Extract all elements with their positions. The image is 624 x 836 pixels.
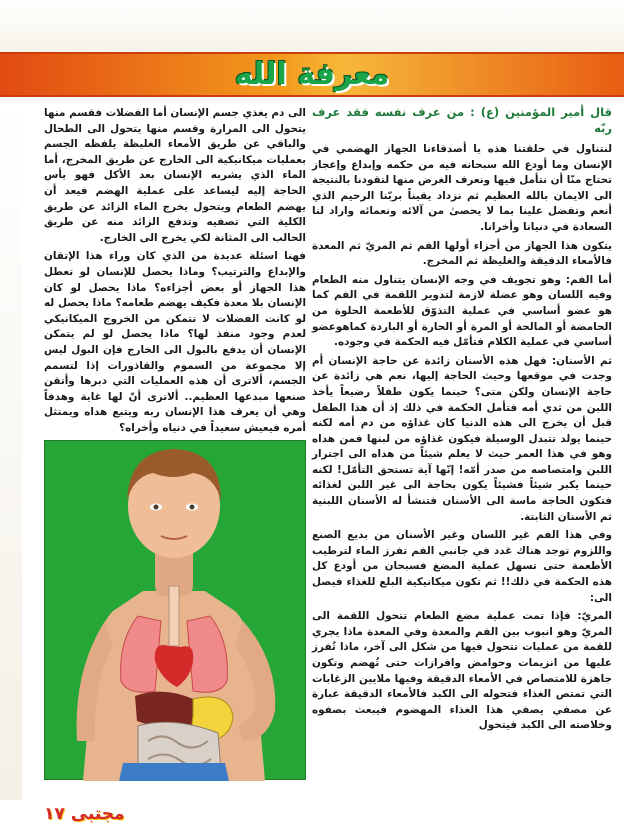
paragraph: فهنا اسئلة عديدة من الذي كان وراء هذا الإتقان والإبداع والترتيب؟ وماذا يحصل للإنسان لو تعطل هذا الجهاز أو بعض أجزاءه؟ ماذا يحصل لو كان الإنسان بلا معدة فكيف يهضم طعامه؟ ماذا يحصل له لو كانت الفضلات لا تتمكن من الخروج الميكانيكي لعدم وجود منفذ لها؟ ماذا يحصل لو لم يتمكن الإنسان أن يدفع بالبول الى الخارج فإن البول ليس إلا مجموعة من السموم والقاذورات إذا لتسمم الجسم، ألاترى أن هذه العمليات التي دبرها وأتقن صنعها مبدعها العظيم.. ألاترى أنّ لها غاية وهدفاً وهي أن يعرف هذا الإنسان ربه ويتبع هداه ويمتثل أمره فيعيش سعيداً في دنياه وأخراه؟ — [44, 250, 306, 434]
side-strip — [0, 100, 22, 800]
paragraph: وفي هذا الفم غير اللسان وغير الأسنان من بديع الصنع واللزوم توجد هناك غدد في جانبي الفم تفرز الماء لترطيب الأطعمة حتى تسهل عملية المضغ فسبحان من أودع كل هذه الحكمة في ذلك!! ثم تكون ميكانيكية البلع للغذاء فيصل الى: — [312, 529, 612, 604]
logo-text: مجتبى — [70, 804, 125, 824]
left-column — [44, 106, 306, 434]
paragraph: ثم الأسنان: فهل هذه الأسنان زائدة عن حاجة الإنسان أم وجدت في موقعها وحيث الحاجة إليها، نعم هي زائدة عن حاجة الإنسان ولكن متى؟ حينما يكون طفلاً رضيعاً يأخذ اللبن من ثدي أمه فتأمل الحكمة في ذلك إذ أن هذا الطفل قبل أن يخرج الى هذه الدنيا كان غذاؤه من دم أمه لكنه حينما يولد تتبدل الوسيلة فيكون غذاؤه من لبنها فمن هداه وهو في هذا العمر حيث لا يعلم شيئاً من هداه الى اجترار اللبن وامتصاصه من صدر أمّه! إنّها آية تستحق التأمّل! لكنه حينما يكبر شيئاً فشيئاً يكون بحاجة الى غير اللبن لغذائه فتكون الحاجة ماسة الى الأسنان فتنشأ له الأسنان اللبنية ثم الأسنان الثابتة. — [312, 354, 612, 523]
article-heading: قال أمير المؤمنين (ع) : من عرف نفسه فقد عرف ربّه — [312, 105, 612, 135]
digestive-system-illustration — [44, 440, 306, 780]
page-number: ١٧ — [44, 804, 65, 824]
magazine-logo — [44, 802, 125, 826]
paragraph: لنتناول في حلقتنا هذه يا أصدقاءنا الجهاز الهضمي في الإنسان وما أودع الله سبحانه فيه من حكمه وإبداع وإعجاز تحتاج منّا أن نتأمل فيها ونعرف الغرض منها لتقودنا بالنتيجة الى الايمان بالله العظيم ثم نزداد يقيناً بربّنا الرحيم الذي أنعم وتفضل علينا بما لا يحصىٰ من آلائه ونعمائه واراد لنا السعادة في دنيانا وأخرانا. — [312, 143, 612, 233]
paragraph: الى دم يغذي جسم الإنسان أما الفضلات فقسم منها يتحول الى المرارة وقسم منها يتحول الى الطحال والباقي عن طريق الأمعاء الغليظة يلفظه الجسم بعمليات ميكانيكية الى الخارج عن طريق المخرج، أما الماء الذي يشربه الإنسان بعد الأكل فهو يأس الحاجة إليه ليساعد على عملية الهضم فيعد أن يهضم الطعام ويتحول يخرج الماء الزائد عن طريق الكلية التي تصفيه وتدفع الزائد منه عن طريق الحالب الى المثانة لكي يخرج الى الخارج. — [44, 107, 306, 244]
paragraph: أما الفم: وهو تجويف في وجه الإنسان يتناول منه الطعام وفيه اللسان وهو عضلة لازمة لتدوير اللقمة في الفم كما هو عضو أساسي في عملية التذوّق للأطعمة الحلوة من الحامضة أو المالحة أو المرة أو الحارة أو الباردة كماهوعضو أساسي في عملية الكلام فتأمّل فيه الحكمة في وجوده. — [312, 273, 612, 349]
right-column — [312, 104, 612, 790]
page-title: معرفة الله — [234, 57, 390, 92]
top-strip — [0, 0, 624, 52]
paragraph: المريّ: فإذا تمت عملية مضغ الطعام تتحول اللقمة الى المريّ وهو انبوب بين الفم والمعدة وفي المعدة ماذا يجري للقمة من عمليات تتحول فيها من شكل الى آخر، ماذا تُفرز عليها من انزيمات وحوامض وافرازات حتى تُهضم وتكون جاهزة للامتصاص في الأمعاء الدقيقة وفيها ملايين الزغابات التي تمتص الغذاء فتحوله الى الكبد فالأمعاء الدقيقة عبارة عن مصفي يصفي هذا الغذاء المهضوم فيبعث بصفوه وخلاصته الى الكبد فيتحول — [312, 610, 612, 732]
boy-anatomy-image — [43, 441, 305, 781]
paragraph: يتكون هذا الجهاز من أجزاء أولها الفم ثم المريّ ثم المعدة فالأمعاء الدقيقة والغليظة ثم المخرج. — [312, 239, 612, 268]
